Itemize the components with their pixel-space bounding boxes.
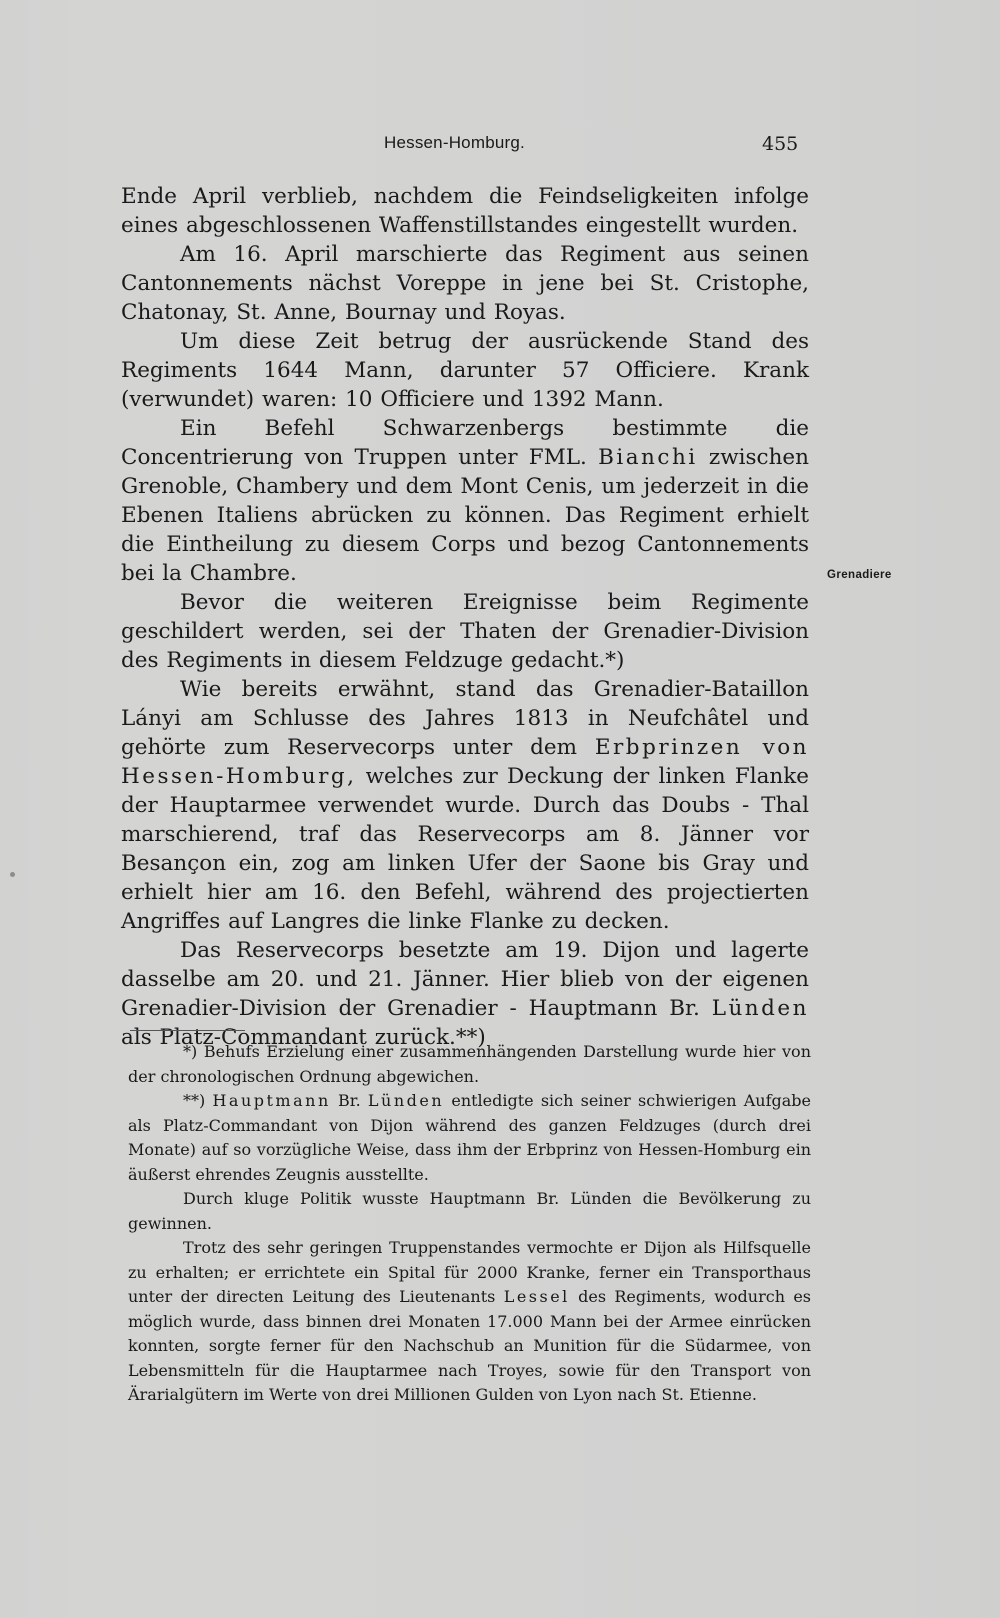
footnote: *) Behufs Erzielung einer zusammenhängenden Darstellung wurde hier von der chronologischen Ordnung abgewichen.	[128, 1042, 811, 1086]
paragraph: Um diese Zeit betrug der ausrückende Stand des Regiments 1644 Mann, darunter 57 Officiere. Krank (verwundet) waren: 10 Officiere und 1392 Mann.	[121, 329, 809, 412]
footnote-divider	[130, 1030, 245, 1031]
text-run: Br.	[337, 1091, 361, 1110]
text-run: zwischen Grenoble, Chambery und dem Mont Cenis, um jederzeit in die Ebenen Italiens abrücken zu können. Das Regiment erhielt die Eintheilung zu diesem Corps und bezog Cantonnements bei la Chambre.	[121, 445, 809, 586]
text-run: Das Reservecorps besetzte am 19. Dijon und lagerte dasselbe am 20. und 21. Jänner. Hier blieb von der eigenen Grenadier-Division der Grenadier - Hauptmann Br.	[121, 938, 809, 1021]
text-run: Ein Befehl Schwarzenbergs bestimmte die Concentrierung von Truppen unter FML.	[121, 416, 809, 470]
text-run: Wie bereits erwähnt, stand das Grenadier-Bataillon Lányi am Schlusse des Jahres 1813 in Neufchâtel und gehörte zum Reservecorps unter dem	[121, 677, 809, 760]
running-title: Hessen-Homburg.	[384, 133, 525, 152]
spaced-name: Erbprinzen von Hessen-Homburg,	[121, 735, 810, 789]
margin-note: Grenadiere	[827, 569, 892, 581]
footnote	[128, 1236, 811, 1408]
paragraph: Am 16. April marschierte das Regiment aus seinen Cantonnements nächst Voreppe in jene bei St. Cristophe, Chatonay, St. Anne, Bournay und Royas.	[121, 242, 809, 325]
page-number: 455	[762, 133, 799, 155]
text-run: Trotz des sehr geringen Truppenstandes vermochte er Dijon als Hilfsquelle zu erhalten; er errichtete ein Spital für 2000 Kranke, ferner ein Transporthaus unter der directen Leitung des Lieutenants	[128, 1238, 811, 1306]
footnote-marker: **)	[183, 1091, 206, 1110]
footnotes	[128, 1040, 811, 1408]
spaced-name: Bianchi	[598, 445, 698, 470]
paragraph	[121, 675, 809, 936]
text-run: entledigte sich seiner schwierigen Aufgabe als Platz-Commandant von Dijon während des ganzen Feldzuges (durch drei Monate) auf so vorzügliche Weise, dass ihm der Erbprinz von Hessen-Homburg ein äußerst ehrendes Zeugnis ausstellte.	[128, 1091, 812, 1184]
main-text	[121, 182, 809, 1052]
paragraph: Ende April verblieb, nachdem die Feindseligkeiten infolge eines abgeschlossenen Waffenstillstandes eingestellt wurden.	[121, 184, 809, 238]
spaced-name: Lessel	[503, 1287, 570, 1306]
text-run: des Regiments, wodurch es möglich wurde, dass binnen drei Monaten 17.000 Mann bei der Armee einrücken konnten, sorgte ferner für den Nachschub an Munition für die Südarmee, von Lebensmitteln für die Hauptarmee nach Troyes, sowie für den Transport von Ärarialgütern im Werte von drei Millionen Gulden von Lyon nach St. Etienne.	[128, 1287, 812, 1404]
spaced-name: Lünden	[367, 1091, 445, 1110]
text-run: welches zur Deckung der linken Flanke der Hauptarmee verwendet wurde. Durch das Doubs - Thal marschierend, traf das Reservecorps am 8. Jänner vor Besançon ein, zog am linken Ufer der Saone bis Gray und erhielt hier am 16. den Befehl, während des projectierten Angriffes auf Langres die linke Flanke zu decken.	[121, 764, 809, 934]
text-run: als Platz-Commandant zurück.**)	[121, 1025, 486, 1050]
paper-speck	[10, 872, 15, 877]
spaced-name: Lünden	[711, 996, 809, 1021]
spaced-name: Hauptmann	[212, 1091, 331, 1110]
footnote	[128, 1089, 811, 1187]
paragraph	[121, 936, 809, 1052]
paragraph: Bevor die weiteren Ereignisse beim Regimente geschildert werden, sei der Thaten der Grenadier-Division des Regiments in diesem Feldzuge gedacht.*)	[121, 590, 809, 673]
footnote: Durch kluge Politik wusste Hauptmann Br. Lünden die Bevölkerung zu gewinnen.	[128, 1189, 811, 1233]
paragraph	[121, 414, 809, 588]
